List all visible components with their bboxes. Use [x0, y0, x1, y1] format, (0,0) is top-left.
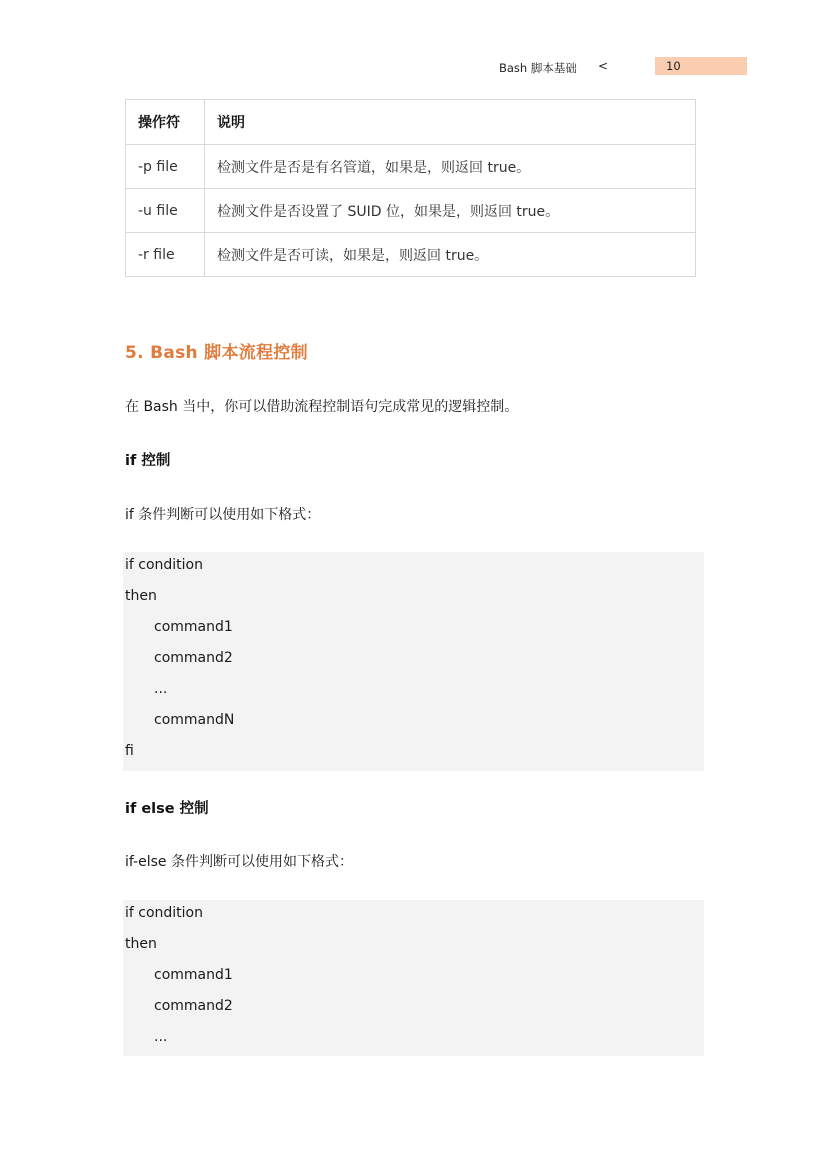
code-line: command2: [154, 998, 233, 1014]
code-line: commandN: [154, 712, 235, 728]
if-else-code-block: [123, 900, 704, 1056]
header-title: Bash 脚本基础: [499, 61, 577, 75]
page-number: 10: [655, 57, 747, 75]
table-header-row: [126, 100, 696, 145]
code-line: ...: [154, 681, 168, 697]
code-line: command1: [154, 619, 233, 635]
code-line: ...: [154, 1029, 168, 1045]
table-header-description: 说明: [205, 100, 696, 145]
code-line: if condition: [125, 905, 203, 921]
if-description: if 条件判断可以使用如下格式：: [125, 507, 321, 523]
table-row: [126, 145, 696, 189]
code-line: command1: [154, 967, 233, 983]
code-line: then: [125, 936, 157, 952]
section-title: 5. Bash 脚本流程控制: [125, 343, 308, 363]
page-header: [0, 57, 827, 77]
code-line: if condition: [125, 557, 203, 573]
if-else-heading: if else 控制: [125, 801, 209, 817]
header-separator: <: [598, 59, 609, 73]
code-line: then: [125, 588, 157, 604]
section-intro: 在 Bash 当中，你可以借助流程控制语句完成常见的逻辑控制。: [125, 399, 519, 415]
table-cell-description: 检测文件是否可读，如果是，则返回 true。: [205, 233, 696, 277]
table-row: [126, 189, 696, 233]
if-else-description: if-else 条件判断可以使用如下格式：: [125, 854, 353, 870]
table-cell-operator: -u file: [126, 189, 205, 233]
table-cell-operator: -p file: [126, 145, 205, 189]
table-cell-description: 检测文件是否设置了 SUID 位，如果是，则返回 true。: [205, 189, 696, 233]
operator-table: [125, 99, 696, 277]
table-cell-description: 检测文件是否是有名管道，如果是，则返回 true。: [205, 145, 696, 189]
table-cell-operator: -r file: [126, 233, 205, 277]
code-line: command2: [154, 650, 233, 666]
table-row: [126, 233, 696, 277]
table-header-operator: 操作符: [126, 100, 205, 145]
code-line: fi: [125, 743, 134, 759]
if-code-block: [123, 552, 704, 771]
if-heading: if 控制: [125, 453, 171, 469]
